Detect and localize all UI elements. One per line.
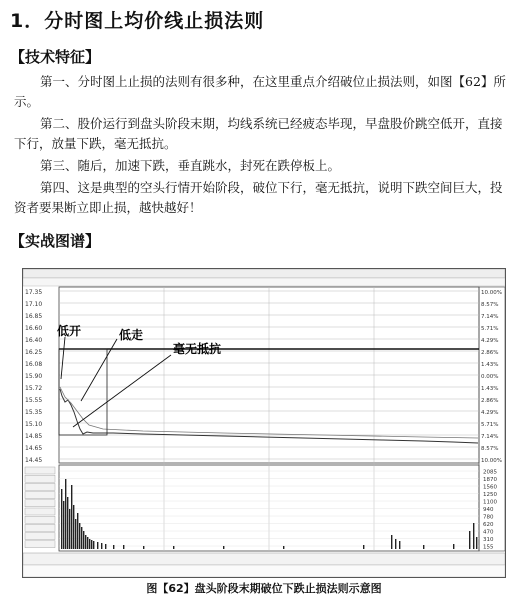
paragraph-1: 第一、分时图上止损的法则有很多种，在这里重点介绍破位止损法则，如图【62】所示。 xyxy=(14,74,506,109)
indicator-tab[interactable] xyxy=(25,483,55,490)
paragraph-4: 第四、这是典型的空头行情开始阶段，破位下行，毫无抵抗，说明下跌空间巨大，投资者要果断立即止损，越快越好！ xyxy=(14,180,503,215)
volume-bar xyxy=(69,509,70,549)
volume-bar xyxy=(423,545,424,549)
volume-bar xyxy=(143,546,144,549)
price-tick-label: 17.35 xyxy=(25,289,43,296)
status-strip xyxy=(23,553,505,565)
menu-strip xyxy=(23,269,505,278)
figure-caption: 图【62】盘头阶段末期破位下跌止损法则示意图 xyxy=(146,582,382,595)
volume-bar xyxy=(71,485,72,549)
percent-tick-label: 10.00% xyxy=(481,458,502,464)
volume-bar xyxy=(93,541,94,549)
percent-tick-label: 8.57% xyxy=(481,302,499,308)
indicator-tab[interactable] xyxy=(25,467,55,474)
price-tick-label: 16.08 xyxy=(25,361,43,368)
annotation-no-resistance: 毫无抵抗 xyxy=(173,342,222,356)
volume-bar xyxy=(83,531,84,549)
volume-tick-label: 1560 xyxy=(483,484,497,491)
volume-bar xyxy=(363,545,364,549)
volume-tick-label: 1870 xyxy=(483,477,497,483)
percent-tick-label: 1.43% xyxy=(481,386,499,392)
volume-axis xyxy=(483,470,497,551)
price-tick-label: 15.55 xyxy=(25,397,43,404)
volume-tick-label: 620 xyxy=(483,522,494,528)
page-title: 1．分时图上均价线止损法则 xyxy=(10,10,265,32)
indicator-tab[interactable] xyxy=(25,500,55,507)
annotation-gap-open: 低开 xyxy=(57,324,82,338)
percent-tick-label: 0.00% xyxy=(481,374,499,380)
volume-bar xyxy=(63,501,64,549)
volume-bar xyxy=(73,505,74,549)
price-tick-label: 16.85 xyxy=(25,313,43,320)
price-tick-label: 15.72 xyxy=(25,385,43,392)
volume-bar xyxy=(223,546,224,549)
price-tick-label: 15.10 xyxy=(25,421,43,428)
price-tick-label: 16.40 xyxy=(25,337,43,344)
volume-bar xyxy=(113,545,114,549)
volume-tick-label: 1100 xyxy=(483,499,497,506)
volume-bar xyxy=(395,539,396,549)
volume-bar xyxy=(91,540,92,549)
stock-chart-figure xyxy=(22,268,506,578)
percent-tick-label: 4.29% xyxy=(481,338,499,344)
volume-bar xyxy=(123,545,124,549)
volume-bar xyxy=(77,513,78,549)
volume-bar xyxy=(173,546,174,549)
indicator-tab[interactable] xyxy=(25,508,55,515)
volume-bar xyxy=(283,546,284,549)
info-strip xyxy=(23,278,505,286)
percent-tick-label: 8.57% xyxy=(481,446,499,452)
percent-tick-label: 2.86% xyxy=(481,350,499,356)
annotation-low-walk: 低走 xyxy=(119,328,144,342)
indicator-tab[interactable] xyxy=(25,475,55,482)
volume-bar xyxy=(85,535,86,549)
volume-bar xyxy=(399,541,400,549)
percent-tick-label: 1.43% xyxy=(481,362,499,368)
quote-strip xyxy=(23,565,505,577)
price-tick-label: 14.65 xyxy=(25,445,43,452)
volume-bar xyxy=(97,542,98,549)
volume-tick-label: 470 xyxy=(483,529,494,536)
chart-svg xyxy=(23,269,505,577)
volume-tick-label: 155 xyxy=(483,544,494,551)
volume-bar xyxy=(67,497,68,549)
volume-bar xyxy=(81,527,82,549)
volume-bar xyxy=(391,535,392,549)
arrow-no-resistance xyxy=(73,355,171,427)
volume-bar xyxy=(476,537,477,549)
price-tick-label: 14.45 xyxy=(25,457,43,464)
price-tick-label: 15.35 xyxy=(25,409,43,416)
volume-bar xyxy=(105,544,106,549)
right-percent-axis xyxy=(481,290,502,464)
price-tick-label: 14.85 xyxy=(25,433,43,440)
paragraph-3: 第三、随后，加速下跌，垂直跳水，封死在跌停板上。 xyxy=(40,158,341,173)
volume-tick-label: 2085 xyxy=(483,469,497,476)
indicator-tab[interactable] xyxy=(25,524,55,531)
volume-tick-label: 1250 xyxy=(483,492,497,498)
volume-bar xyxy=(65,479,66,549)
percent-tick-label: 5.71% xyxy=(481,326,499,332)
volume-bar xyxy=(101,543,102,549)
section-heading-chart: 【实战图谱】 xyxy=(10,232,101,250)
price-tick-label: 16.25 xyxy=(25,349,43,356)
volume-bar xyxy=(89,539,90,549)
price-tick-label: 16.60 xyxy=(25,325,43,332)
volume-bar xyxy=(79,523,80,549)
indicator-tab[interactable] xyxy=(25,533,55,540)
arrow-low-walk xyxy=(81,339,117,401)
paragraph-2: 第二、股价运行到盘头阶段末期，均线系统已经疲态毕现，早盘股价跳空低开，直接下行，放量下跌，毫无抵抗。 xyxy=(14,116,503,151)
section-heading-features: 【技术特征】 xyxy=(10,48,101,66)
volume-bar xyxy=(453,544,454,549)
open-drop-box xyxy=(59,349,107,435)
chart-grid xyxy=(25,287,479,551)
volume-tick-label: 940 xyxy=(483,507,494,513)
percent-tick-label: 4.29% xyxy=(481,410,499,416)
volume-tick-label: 780 xyxy=(483,514,494,521)
percent-tick-label: 7.14% xyxy=(481,434,499,440)
volume-tick-label: 310 xyxy=(483,537,494,543)
percent-tick-label: 5.71% xyxy=(481,422,499,428)
indicator-tab[interactable] xyxy=(25,541,55,548)
price-tick-label: 17.10 xyxy=(25,301,43,308)
volume-bar xyxy=(61,489,62,549)
percent-tick-label: 2.86% xyxy=(481,398,499,404)
volume-bar xyxy=(469,531,470,549)
volume-bar xyxy=(75,519,76,549)
percent-tick-label: 10.00% xyxy=(481,290,502,296)
price-tick-label: 15.90 xyxy=(25,373,43,380)
indicator-tab[interactable] xyxy=(25,516,55,523)
indicator-tab[interactable] xyxy=(25,492,55,499)
percent-tick-label: 7.14% xyxy=(481,314,499,320)
left-price-axis xyxy=(25,289,42,464)
arrow-gap-open xyxy=(61,337,65,379)
volume-bar xyxy=(473,523,474,549)
volume-bar xyxy=(87,537,88,549)
